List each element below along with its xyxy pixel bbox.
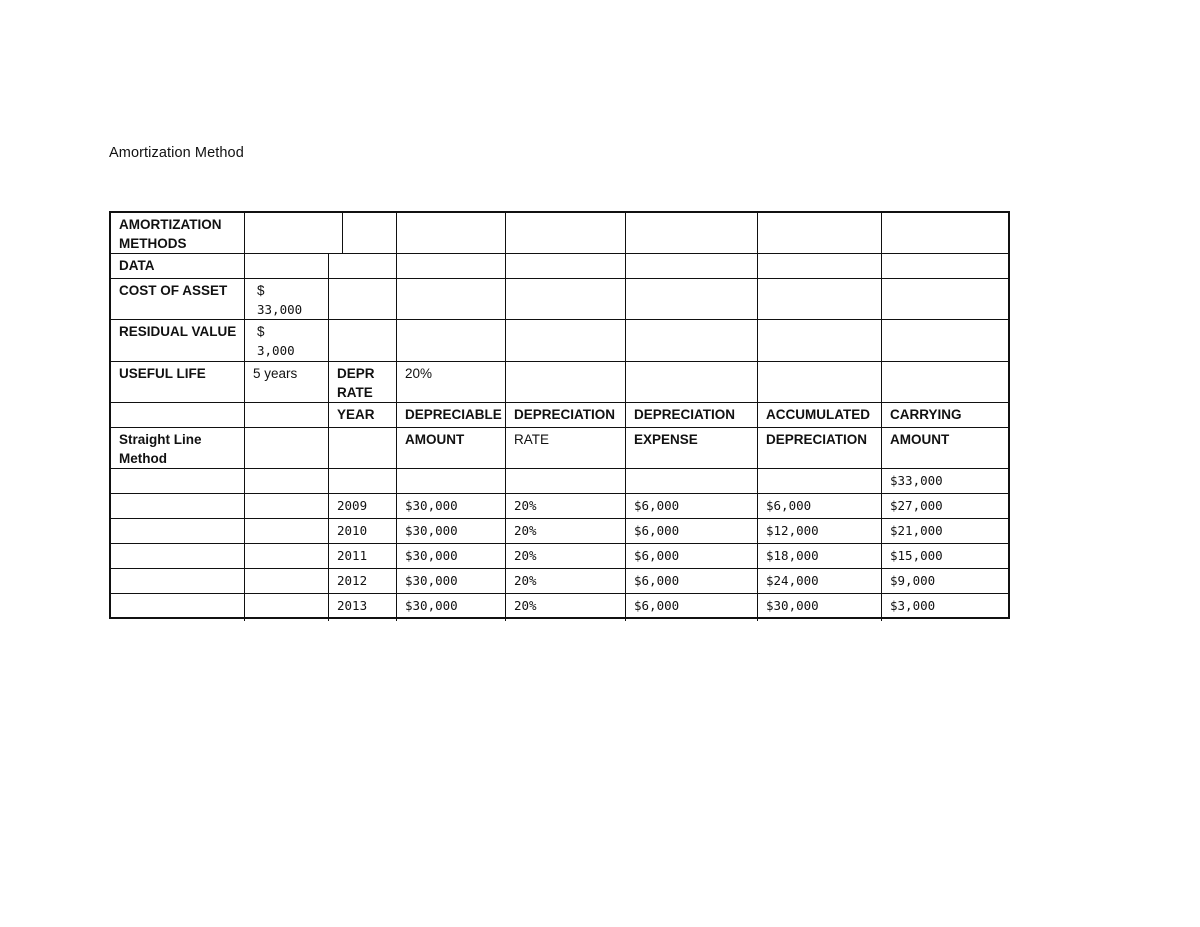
row-divider bbox=[111, 518, 1008, 519]
table-row-expense: $6,000 bbox=[634, 573, 680, 588]
table-row-rate: 20% bbox=[514, 598, 537, 613]
cost-of-asset-value: $ bbox=[257, 283, 265, 298]
row-divider bbox=[111, 568, 1008, 569]
useful-life-value: 5 years bbox=[253, 366, 298, 381]
page-title: Amortization Method bbox=[109, 145, 244, 161]
residual-value-value: 3,000 bbox=[257, 343, 295, 358]
column-header-year: YEAR bbox=[337, 407, 375, 422]
table-row-carrying: $15,000 bbox=[890, 548, 943, 563]
table-row-accumulated: $18,000 bbox=[766, 548, 819, 563]
residual-value-value: $ bbox=[257, 324, 265, 339]
table-row-expense: $6,000 bbox=[634, 498, 680, 513]
table-row-depreciable: $30,000 bbox=[405, 523, 458, 538]
column-header-expense: DEPRECIATION bbox=[634, 407, 736, 422]
depr-rate-label: DEPR bbox=[337, 366, 375, 381]
row-divider bbox=[111, 468, 1008, 469]
column-divider bbox=[881, 213, 882, 621]
table-row-expense: $6,000 bbox=[634, 548, 680, 563]
row-divider bbox=[111, 402, 1008, 403]
table-row-carrying: $21,000 bbox=[890, 523, 943, 538]
table-row-accumulated: $12,000 bbox=[766, 523, 819, 538]
table-row-depreciable: $30,000 bbox=[405, 598, 458, 613]
depr-rate-label: RATE bbox=[337, 385, 373, 400]
table-row-expense: $6,000 bbox=[634, 598, 680, 613]
table-row-carrying: $9,000 bbox=[890, 573, 936, 588]
row-divider bbox=[111, 278, 1008, 279]
row-divider bbox=[111, 361, 1008, 362]
useful-life-label: USEFUL LIFE bbox=[119, 366, 206, 381]
column-header-carrying: AMOUNT bbox=[890, 432, 950, 447]
column-divider bbox=[328, 253, 329, 621]
row-divider bbox=[111, 593, 1008, 594]
amortization-table bbox=[109, 211, 1010, 619]
column-header-accumulated: ACCUMULATED bbox=[766, 407, 870, 422]
table-row-depreciable: $30,000 bbox=[405, 498, 458, 513]
cost-of-asset-value: 33,000 bbox=[257, 302, 303, 317]
table-row-expense: $6,000 bbox=[634, 523, 680, 538]
table-row-carrying: $3,000 bbox=[890, 598, 936, 613]
amortization-methods-label: AMORTIZATION bbox=[119, 217, 222, 232]
initial-carrying-amount: $33,000 bbox=[890, 473, 943, 488]
row-divider bbox=[111, 253, 1008, 254]
table-row-rate: 20% bbox=[514, 523, 537, 538]
column-header-depreciable: AMOUNT bbox=[405, 432, 465, 447]
column-divider bbox=[244, 213, 245, 621]
column-header-carrying: CARRYING bbox=[890, 407, 962, 422]
table-row-rate: 20% bbox=[514, 498, 537, 513]
method-label: Method bbox=[119, 451, 167, 466]
row-divider bbox=[111, 493, 1008, 494]
row-divider bbox=[111, 319, 1008, 320]
method-label: Straight Line bbox=[119, 432, 202, 447]
column-header-rate: RATE bbox=[514, 432, 550, 447]
cost-of-asset-label: COST OF ASSET bbox=[119, 283, 228, 298]
table-row-accumulated: $24,000 bbox=[766, 573, 819, 588]
column-divider bbox=[342, 213, 343, 253]
row-divider bbox=[111, 543, 1008, 544]
table-row-year: 2011 bbox=[337, 548, 368, 563]
column-header-depreciable: DEPRECIABLE bbox=[405, 407, 502, 422]
table-row-depreciable: $30,000 bbox=[405, 573, 458, 588]
column-divider bbox=[505, 213, 506, 621]
residual-value-label: RESIDUAL VALUE bbox=[119, 324, 237, 339]
column-header-accumulated: DEPRECIATION bbox=[766, 432, 868, 447]
amortization-methods-label: METHODS bbox=[119, 236, 187, 251]
row-divider bbox=[111, 427, 1008, 428]
table-row-year: 2012 bbox=[337, 573, 368, 588]
table-row-year: 2009 bbox=[337, 498, 368, 513]
table-row-rate: 20% bbox=[514, 573, 537, 588]
data-label: DATA bbox=[119, 258, 155, 273]
table-row-accumulated: $30,000 bbox=[766, 598, 819, 613]
column-divider bbox=[625, 213, 626, 621]
table-row-carrying: $27,000 bbox=[890, 498, 943, 513]
column-divider bbox=[396, 213, 397, 621]
column-divider bbox=[757, 213, 758, 621]
table-row-depreciable: $30,000 bbox=[405, 548, 458, 563]
table-row-year: 2013 bbox=[337, 598, 368, 613]
depr-rate-value: 20% bbox=[405, 366, 433, 381]
table-row-year: 2010 bbox=[337, 523, 368, 538]
column-header-expense: EXPENSE bbox=[634, 432, 698, 447]
column-header-rate: DEPRECIATION bbox=[514, 407, 616, 422]
table-row-rate: 20% bbox=[514, 548, 537, 563]
table-row-accumulated: $6,000 bbox=[766, 498, 812, 513]
